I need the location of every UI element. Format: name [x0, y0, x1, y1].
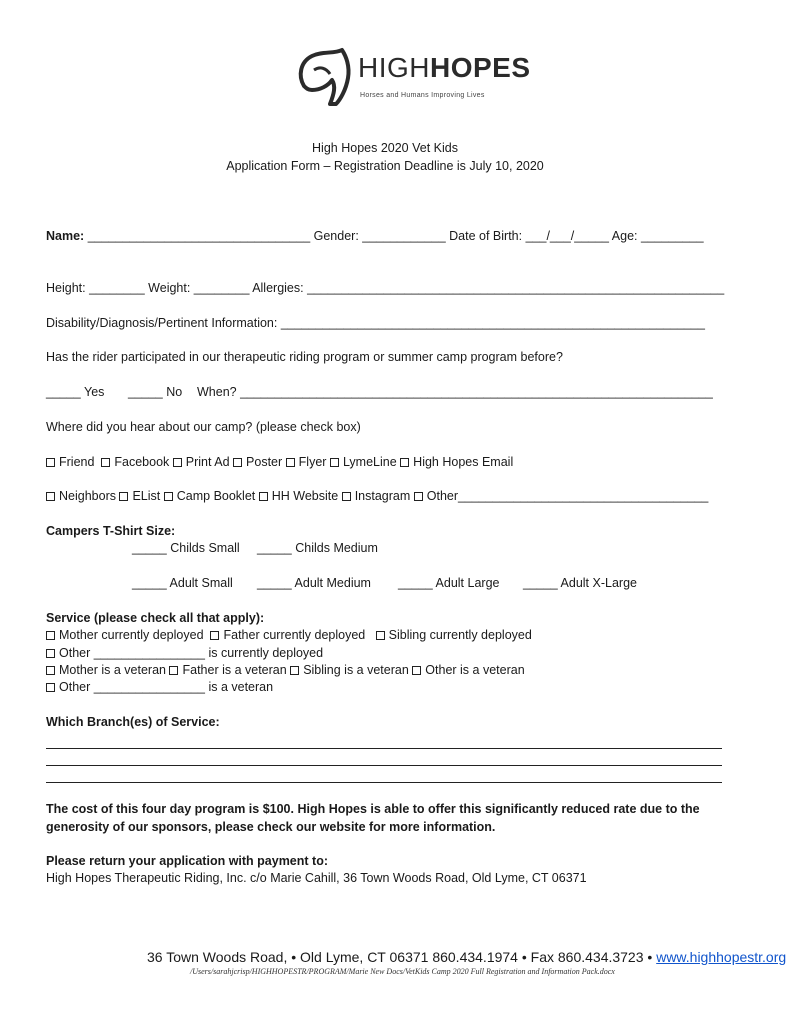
checkbox[interactable]	[286, 458, 295, 467]
option-label: Camp Booklet	[176, 489, 256, 503]
high-hopes-logo	[290, 46, 531, 110]
option-label: Instagram	[354, 489, 411, 503]
horse-head-icon	[290, 46, 356, 110]
cost-line-2: generosity of our sponsors, please check our website for more information.	[46, 820, 496, 834]
participated-question: Has the rider participated in our therapeutic riding program or summer camp program before?	[46, 350, 563, 364]
checkbox[interactable]	[164, 492, 173, 501]
hear-options-row-1	[46, 455, 513, 469]
option-label: Friend	[59, 455, 95, 469]
footer-file-path: /Users/sarahjcrisp/HIGHHOPESTR/PROGRAM/Marie New Docs/VetKids Camp 2020 Full Registration and Information Pack.docx	[190, 967, 615, 976]
checkbox[interactable]	[290, 666, 299, 675]
footer-website-link[interactable]: www.highhopestr.org	[656, 949, 786, 965]
checkbox[interactable]	[414, 492, 423, 501]
service-other-is-veteran[interactable]	[412, 663, 524, 677]
tshirt-adult-large[interactable]: _____ Adult Large	[398, 576, 500, 590]
service-father-veteran[interactable]	[169, 663, 286, 677]
height-weight-allergies-row[interactable]: Height: ________ Weight: ________ Allergies: ____________________________________________________________	[46, 281, 725, 295]
checkbox[interactable]	[46, 649, 55, 658]
service-label: Service (please check all that apply):	[46, 611, 265, 625]
hear-question: Where did you hear about our camp? (please check box)	[46, 420, 361, 434]
service-row-1	[46, 628, 532, 642]
brand-name-thin: HIGH	[358, 52, 430, 83]
return-address: High Hopes Therapeutic Riding, Inc. c/o Marie Cahill, 36 Town Woods Road, Old Lyme, CT 06371	[46, 871, 587, 885]
checkbox[interactable]	[119, 492, 128, 501]
checkbox[interactable]	[46, 492, 55, 501]
service-mother-veteran[interactable]	[46, 663, 166, 677]
service-mother-deployed[interactable]	[46, 628, 204, 642]
hear-option-poster[interactable]	[233, 455, 282, 469]
brand-tagline: Horses and Humans Improving Lives	[360, 92, 485, 99]
checkbox[interactable]	[400, 458, 409, 467]
checkbox[interactable]	[233, 458, 242, 467]
hear-options-row-2	[46, 489, 708, 503]
hear-option-other[interactable]	[414, 489, 709, 503]
option-label: Mother is a veteran	[59, 663, 166, 677]
hear-option-facebook[interactable]	[101, 455, 169, 469]
tshirt-adult-medium[interactable]: _____ Adult Medium	[257, 576, 371, 590]
brand-name	[358, 52, 531, 84]
option-label: HH Website	[271, 489, 339, 503]
name-row	[46, 229, 704, 243]
option-label: Neighbors	[59, 489, 116, 503]
option-label: LymeLine	[342, 455, 397, 469]
checkbox[interactable]	[330, 458, 339, 467]
checkbox[interactable]	[412, 666, 421, 675]
option-label: High Hopes Email	[413, 455, 514, 469]
option-label: Other ________________ is a veteran	[59, 680, 274, 694]
form-subtitle: Application Form – Registration Deadline is July 10, 2020	[226, 159, 544, 173]
branch-line-3[interactable]	[46, 782, 722, 783]
hear-option-neighbors[interactable]	[46, 489, 116, 503]
branch-line-1[interactable]	[46, 748, 722, 749]
option-label: Father currently deployed	[223, 628, 366, 642]
hear-option-elist[interactable]	[119, 489, 160, 503]
tshirt-childs-small[interactable]: _____ Childs Small	[132, 541, 240, 555]
footer-address: 36 Town Woods Road, • Old Lyme, CT 06371 860.434.1974 • Fax 860.434.3723 •	[147, 949, 657, 965]
hear-option-high-hopes-email[interactable]	[400, 455, 513, 469]
option-label: Facebook	[114, 455, 170, 469]
participated-yes[interactable]: _____ Yes	[46, 385, 105, 399]
footer-contact	[147, 949, 786, 965]
checkbox[interactable]	[210, 631, 219, 640]
option-label: Other____________________________________	[426, 489, 709, 503]
option-label: Print Ad	[185, 455, 230, 469]
name-row-fields[interactable]: ________________________________ Gender: ____________ Date of Birth: ___/___/_____ Age: _________	[84, 229, 704, 243]
branch-label: Which Branch(es) of Service:	[46, 715, 220, 729]
tshirt-childs-medium[interactable]: _____ Childs Medium	[257, 541, 378, 555]
option-label: Other ________________ is currently deployed	[59, 646, 324, 660]
form-title: High Hopes 2020 Vet Kids	[312, 141, 458, 155]
checkbox[interactable]	[101, 458, 110, 467]
checkbox[interactable]	[169, 666, 178, 675]
service-father-deployed[interactable]	[210, 628, 365, 642]
checkbox[interactable]	[46, 458, 55, 467]
name-label: Name:	[46, 229, 85, 243]
option-label: Sibling is a veteran	[303, 663, 409, 677]
hear-option-camp-booklet[interactable]	[164, 489, 256, 503]
option-label: Father is a veteran	[182, 663, 287, 677]
brand-name-bold: HOPES	[430, 52, 531, 83]
cost-line-1: The cost of this four day program is $100. High Hopes is able to offer this significantly reduced rate due to the	[46, 802, 700, 816]
service-sibling-veteran[interactable]	[290, 663, 409, 677]
disability-row[interactable]: Disability/Diagnosis/Pertinent Information: _____________________________________________________________	[46, 316, 705, 330]
hear-option-lymeline[interactable]	[330, 455, 397, 469]
option-label: Sibling currently deployed	[388, 628, 532, 642]
option-label: Poster	[246, 455, 283, 469]
service-other-deployed[interactable]	[46, 646, 323, 660]
branch-line-2[interactable]	[46, 765, 722, 766]
hear-option-print-ad[interactable]	[173, 455, 230, 469]
option-label: Other is a veteran	[425, 663, 525, 677]
hear-option-hh-website[interactable]	[259, 489, 338, 503]
checkbox[interactable]	[173, 458, 182, 467]
tshirt-size-label: Campers T-Shirt Size:	[46, 524, 176, 538]
hear-option-flyer[interactable]	[286, 455, 327, 469]
option-label: Flyer	[298, 455, 327, 469]
participated-when[interactable]: When? ____________________________________________________________________	[197, 385, 713, 399]
option-label: EList	[132, 489, 161, 503]
checkbox[interactable]	[259, 492, 268, 501]
return-label: Please return your application with payment to:	[46, 854, 328, 868]
checkbox[interactable]	[342, 492, 351, 501]
participated-no[interactable]: _____ No	[128, 385, 183, 399]
tshirt-adult-xlarge[interactable]: _____ Adult X-Large	[523, 576, 637, 590]
checkbox[interactable]	[46, 666, 55, 675]
option-label: Mother currently deployed	[59, 628, 204, 642]
checkbox[interactable]	[46, 631, 55, 640]
hear-option-instagram[interactable]	[342, 489, 411, 503]
checkbox[interactable]	[376, 631, 385, 640]
hear-option-friend[interactable]	[46, 455, 94, 469]
service-other-veteran[interactable]	[46, 680, 273, 694]
tshirt-adult-small[interactable]: _____ Adult Small	[132, 576, 233, 590]
service-sibling-deployed[interactable]	[376, 628, 532, 642]
checkbox[interactable]	[46, 683, 55, 692]
service-row-3	[46, 663, 525, 677]
